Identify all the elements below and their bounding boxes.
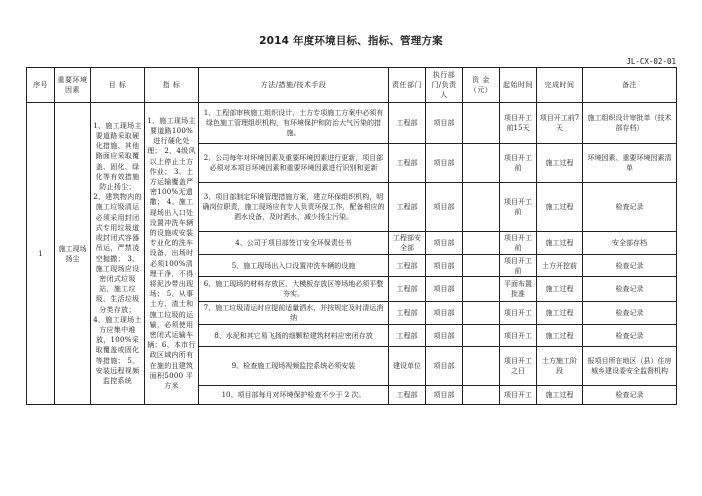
- cell-exec: 项目部: [426, 144, 463, 183]
- cell-start: 项目开工前15天: [500, 103, 537, 144]
- cell-note: 报项目所在地区（县）住房城乡建设委安全监督机构: [583, 347, 677, 386]
- cell-factor: 施工现场扬尘: [55, 103, 91, 405]
- cell-end: 施工过程: [537, 386, 583, 405]
- cell-note: 检查记录: [583, 302, 677, 325]
- cell-start: 平面布置批准: [500, 277, 537, 302]
- cell-goals: 1、施工现场主要道路采取硬化措施、其他路面应采取覆盖、固化、绿化等有效措施防止扬尘； 2、建筑物内的施工垃圾清运必须采用封闭式专用垃圾道或封闭式容器吊运，严禁凌空抛撒； 3、施工现场应设密闭式垃圾站，施工垃圾、生活垃圾分类存放； 4、施工现场土方应集中堆放，100%采取覆盖或固化等措施； 5、安装远程视频监控系统: [91, 103, 145, 405]
- cell-dept: 工程部: [389, 386, 426, 405]
- cell-method: 6、施工现场的材料存放区、大模板存放区等场地必须平整夯实。: [199, 277, 389, 302]
- cell-fund: [463, 386, 500, 405]
- header-method: 方法/措施/技术手段: [199, 68, 389, 103]
- cell-method: 5、施工现场出入口设置冲洗车辆的设施: [199, 255, 389, 277]
- cell-end: 施工过程: [537, 183, 583, 232]
- cell-method: 7、施工垃圾清运时应提前适量洒水，并按规定及时清运消纳: [199, 302, 389, 325]
- cell-seq: 1: [27, 103, 55, 405]
- header-end: 完成时间: [537, 68, 583, 103]
- cell-method: 1、工程部审核施工组织设计、土方专项施工方案中必须有绿色施工管理组织机构，有环境保护和防治大气污染的措施。: [199, 103, 389, 144]
- cell-end: 施工过程: [537, 277, 583, 302]
- page-title: 2014 年度环境目标、指标、管理方案: [259, 35, 443, 47]
- cell-dept: 工程部: [389, 325, 426, 347]
- cell-dept: 工程部: [389, 144, 426, 183]
- header-seq: 序号: [27, 68, 55, 103]
- cell-exec: 项目部: [426, 255, 463, 277]
- cell-fund: [463, 325, 500, 347]
- cell-dept: 工程部: [389, 183, 426, 232]
- cell-method: 8、水泥和其它易飞扬的细颗粒建筑材料应密闭存放: [199, 325, 389, 347]
- header-factor: 重要环境因素: [55, 68, 91, 103]
- cell-end: 施工过程: [537, 232, 583, 255]
- cell-fund: [463, 232, 500, 255]
- cell-end: 项目开工前7天: [537, 103, 583, 144]
- header-goal: 目 标: [91, 68, 145, 103]
- table-header-row: [27, 68, 677, 103]
- cell-note: 环境因素、重要环境因素清单: [583, 144, 677, 183]
- cell-exec: 项目部: [426, 302, 463, 325]
- cell-note: 检查记录: [583, 386, 677, 405]
- cell-fund: [463, 183, 500, 232]
- cell-end: 土方施工阶段: [537, 347, 583, 386]
- cell-note: 检查记录: [583, 183, 677, 232]
- cell-start: 项目开工之日: [500, 347, 537, 386]
- cell-end: 施工过程: [537, 325, 583, 347]
- table-row: [27, 103, 677, 144]
- cell-exec: 项目部: [426, 386, 463, 405]
- cell-fund: [463, 302, 500, 325]
- header-fund: 资 金（元）: [463, 68, 500, 103]
- cell-dept: 工程部: [389, 302, 426, 325]
- cell-exec: 项目部: [426, 103, 463, 144]
- header-start: 起始时间: [500, 68, 537, 103]
- cell-fund: [463, 277, 500, 302]
- cell-note: 检查记录: [583, 277, 677, 302]
- cell-method: 3、项目部制定环境管理措施方案，建立环保组织机构，明确岗位职责，施工现场应有专人负责环保工作，配备相应的洒水设备，及时洒水，减少扬尘污染。: [199, 183, 389, 232]
- cell-start: 项目开工前: [500, 255, 537, 277]
- cell-note: 检查记录: [583, 255, 677, 277]
- cell-method: 2、公司每年对环境因素及重要环境因素进行更新，项目部必须对本项目环境因素和重要环境因素进行识别和更新: [199, 144, 389, 183]
- cell-fund: [463, 255, 500, 277]
- cell-exec: 项目部: [426, 347, 463, 386]
- cell-dept: 建设单位: [389, 347, 426, 386]
- cell-start: 项目开工: [500, 386, 537, 405]
- cell-exec: 项目部: [426, 325, 463, 347]
- cell-end: 施工过程: [537, 144, 583, 183]
- document-number: JL-CX-02-01: [626, 57, 676, 66]
- cell-fund: [463, 347, 500, 386]
- cell-exec: 项目部: [426, 232, 463, 255]
- cell-note: 检查记录: [583, 325, 677, 347]
- header-exec: 执行部门/负责人: [426, 68, 463, 103]
- header-indicator: 指 标: [145, 68, 199, 103]
- cell-dept: 工程部: [389, 277, 426, 302]
- management-plan-table: [26, 67, 677, 405]
- cell-dept: 工程部: [389, 255, 426, 277]
- cell-exec: 项目部: [426, 277, 463, 302]
- cell-note: 安全部存档: [583, 232, 677, 255]
- cell-end: 施工过程: [537, 302, 583, 325]
- cell-indicators: 1、施工现场主要道路100%进行硬化处理； 2、4级风以上停止土方作业； 3、土方运输覆盖严密100%无遗撒； 4、施工现场出入口处设置冲洗车辆的设施或安装专业化的洗车设备，出场时必须100%清理干净，不得将泥沙带出现场； 5、从事土方、渣土和施工垃圾的运输，必须使用密闭式运输车辆；6、本市行政区域内所有在施的且建筑面积5000 平方米: [145, 103, 199, 405]
- cell-dept: 工程部: [389, 103, 426, 144]
- cell-dept: 工程部安全部: [389, 232, 426, 255]
- cell-note: 施工组织设计审批单（技术部存档）: [583, 103, 677, 144]
- cell-method: 10、项目部每月对环境保护检查不少于 2 次。: [199, 386, 389, 405]
- cell-start: 项目开工: [500, 302, 537, 325]
- cell-method: 4、公司于项目部签订安全环保责任书: [199, 232, 389, 255]
- cell-start: 项目开工前: [500, 232, 537, 255]
- cell-exec: 项目部: [426, 183, 463, 232]
- cell-start: 项目开工前: [500, 183, 537, 232]
- cell-method: 9、检查施工现场视频监控系统必须安装: [199, 347, 389, 386]
- cell-start: 项目开工: [500, 325, 537, 347]
- cell-fund: [463, 103, 500, 144]
- cell-fund: [463, 144, 500, 183]
- cell-start: 项目开工前: [500, 144, 537, 183]
- cell-end: 土方开挖前: [537, 255, 583, 277]
- header-note: 备注: [583, 68, 677, 103]
- header-dept: 责任部门: [389, 68, 426, 103]
